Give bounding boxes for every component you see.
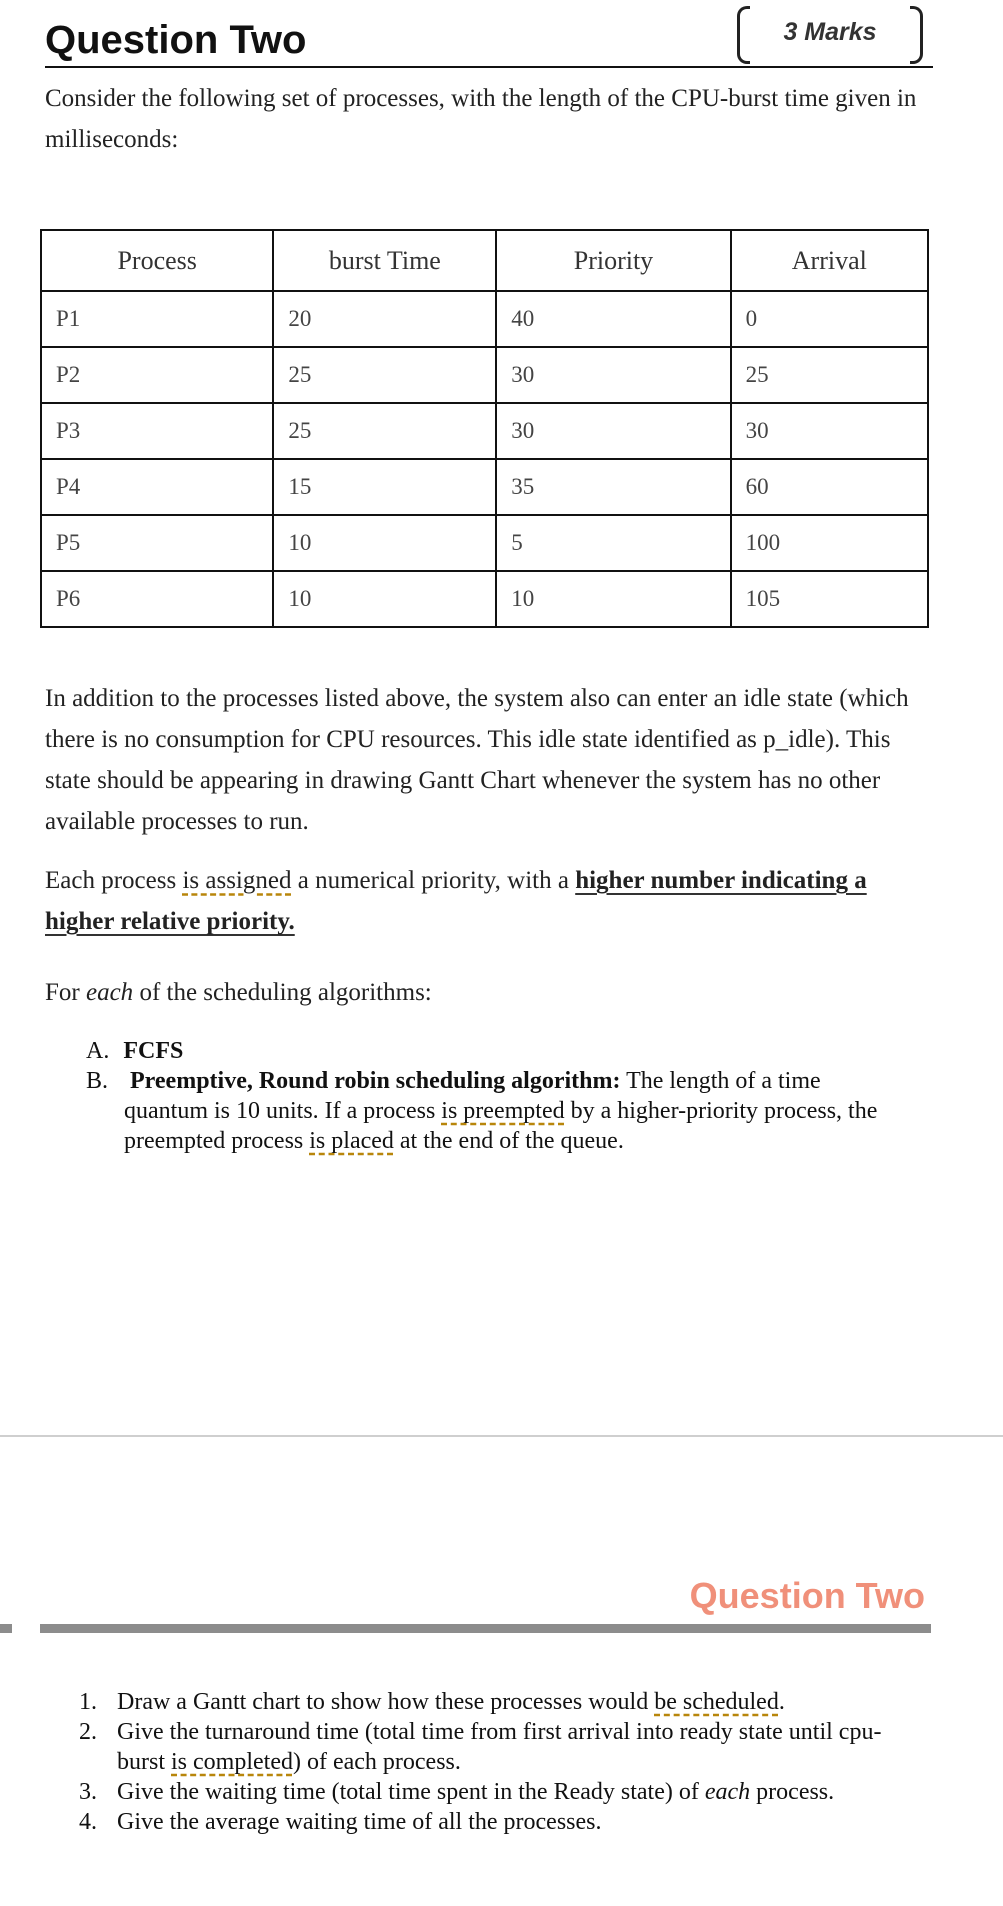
task-text: .: [778, 1689, 785, 1715]
cell-arrival: 0: [731, 291, 928, 347]
cell-priority: 5: [496, 515, 730, 571]
idle-line-3: state should be appearing in drawing Gantt Chart whenever the system has no other: [45, 767, 881, 794]
algorithm-rr-underlined: is preempted: [441, 1098, 565, 1124]
list-marker: 4.: [79, 1809, 97, 1835]
algorithm-fcfs: FCFS: [123, 1038, 184, 1064]
cell-arrival: 105: [731, 571, 928, 627]
cell-arrival: 100: [731, 515, 928, 571]
header-burst-time: burst Time: [273, 230, 496, 291]
priority-line-2: [45, 901, 867, 942]
header-process: Process: [41, 230, 273, 291]
task-list: [79, 1687, 979, 1837]
intro-line-1: Consider the following set of processes, with the length of the CPU-burst time given in: [45, 85, 917, 112]
table-header-row: [41, 230, 928, 291]
table-row: [41, 515, 928, 571]
task-text: Give the turnaround time (total time from first arrival into ready state until cpu-: [117, 1719, 882, 1745]
algorithms-intro-italic: each: [85, 979, 134, 1006]
algorithm-rr-label: Preemptive, Round robin scheduling algorithm:: [130, 1068, 621, 1094]
table-row: [41, 459, 928, 515]
task-text: burst: [117, 1749, 171, 1775]
header-priority: Priority: [496, 230, 730, 291]
right-bracket-icon: [910, 6, 923, 64]
task-text-italic: each: [704, 1779, 751, 1805]
list-marker: 2.: [79, 1719, 97, 1745]
cell-priority: 30: [496, 347, 730, 403]
cell-process: P6: [41, 571, 273, 627]
cell-burst: 10: [273, 515, 496, 571]
algorithms-intro: [45, 972, 432, 1013]
priority-emphasis: higher number indicating a: [575, 867, 867, 894]
priority-paragraph: [45, 860, 867, 942]
priority-emphasis: higher relative priority.: [45, 908, 295, 935]
list-marker: 1.: [79, 1689, 97, 1715]
page-divider: [0, 1435, 1003, 1437]
priority-text-underlined: is assigned: [182, 867, 292, 894]
cell-burst: 15: [273, 459, 496, 515]
list-item: [79, 1687, 979, 1717]
task-text-underlined: be scheduled: [654, 1689, 779, 1715]
cell-arrival: 30: [731, 403, 928, 459]
header-arrival: Arrival: [731, 230, 928, 291]
cell-priority: 40: [496, 291, 730, 347]
list-item: [79, 1717, 979, 1747]
algorithm-item-b: [86, 1066, 966, 1156]
cell-process: P3: [41, 403, 273, 459]
algorithm-rr-text: by a higher-priority process, the: [564, 1098, 878, 1124]
cell-process: P4: [41, 459, 273, 515]
algorithm-rr-text: preempted process: [124, 1128, 310, 1154]
priority-line-1: [45, 860, 867, 901]
list-marker: A.: [86, 1038, 110, 1064]
table-row: [41, 347, 928, 403]
process-table: [40, 229, 929, 628]
cell-process: P5: [41, 515, 273, 571]
algorithms-intro-text: of the scheduling algorithms:: [133, 979, 432, 1006]
priority-text: Each process: [45, 867, 183, 894]
algorithm-rr-text: The length of a time: [620, 1068, 821, 1094]
intro-line-2: milliseconds:: [45, 126, 179, 153]
header-bar-stub: [0, 1624, 12, 1633]
cell-burst: 10: [273, 571, 496, 627]
idle-line-1: In addition to the processes listed above, the system also can enter an idle state (which: [45, 685, 909, 712]
cell-burst: 25: [273, 403, 496, 459]
cell-arrival: 25: [731, 347, 928, 403]
algorithms-intro-text: For: [45, 979, 86, 1006]
task-text-underlined: is completed: [171, 1749, 293, 1775]
cell-arrival: 60: [731, 459, 928, 515]
priority-text: a numerical priority, with a: [291, 867, 576, 894]
cell-priority: 35: [496, 459, 730, 515]
header-bar: [40, 1624, 931, 1633]
marks-badge: [737, 6, 923, 58]
task-text: ) of each process.: [292, 1749, 461, 1775]
algorithm-rr-text: at the end of the queue.: [393, 1128, 624, 1154]
task-text: Give the average waiting time of all the processes.: [117, 1809, 602, 1835]
intro-paragraph: [45, 78, 916, 160]
section-title: Question Two: [689, 1575, 925, 1616]
idle-paragraph: [45, 678, 909, 842]
table-row: [41, 403, 928, 459]
task-text: Give the waiting time (total time spent in the Ready state) of: [117, 1779, 705, 1805]
algorithm-item-a: [86, 1036, 183, 1066]
list-marker: B.: [86, 1068, 109, 1094]
list-item: [79, 1807, 979, 1837]
algorithm-rr-underlined: is placed: [309, 1128, 394, 1154]
idle-line-4: available processes to run.: [45, 808, 309, 835]
title-underline: [45, 66, 933, 68]
list-item-continuation: [79, 1747, 979, 1777]
cell-process: P1: [41, 291, 273, 347]
cell-priority: 10: [496, 571, 730, 627]
table-row: [41, 571, 928, 627]
task-text: process.: [750, 1779, 835, 1805]
cell-process: P2: [41, 347, 273, 403]
marks-text: 3 Marks: [783, 18, 877, 46]
list-item: [79, 1777, 979, 1807]
table-row: [41, 291, 928, 347]
page-title: Question Two: [45, 18, 307, 62]
task-text: Draw a Gantt chart to show how these processes would: [117, 1689, 655, 1715]
cell-burst: 20: [273, 291, 496, 347]
algorithm-rr-text: quantum is 10 units. If a process: [124, 1098, 442, 1124]
cell-priority: 30: [496, 403, 730, 459]
list-marker: 3.: [79, 1779, 97, 1805]
idle-line-2: there is no consumption for CPU resources. This idle state identified as p_idle). This: [45, 726, 891, 753]
cell-burst: 25: [273, 347, 496, 403]
